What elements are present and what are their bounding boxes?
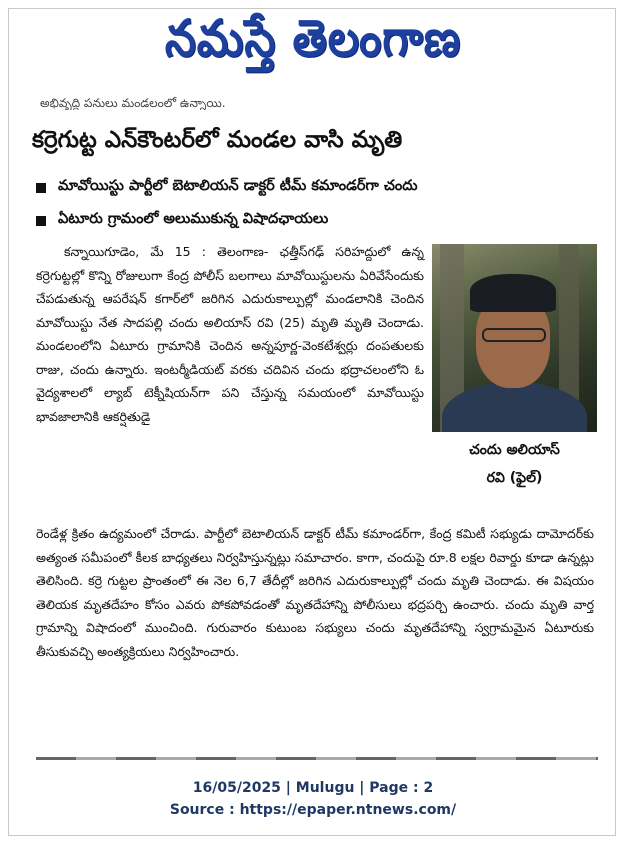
photo-caption-line-2: రవి (ఫైల్): [486, 470, 543, 486]
photo-box: [432, 244, 597, 496]
article-paragraph-1: కన్నాయిగూడెం, మే 15 : తెలంగాణ- ఛత్తీస్‌గఢ్ సరిహద్దులో ఉన్న కర్రెగుట్టల్లో కొన్ని రోజులుగా కేంద్ర పోలీస్ బలగాలు మావోయిస్టులను ఏరివేసేందుకు చేపడుతున్న ఆపరేషన్ కగార్‌లో జరిగిన ఎదురుకాల్పుల్లో మండలానికి చెందిన మావోయిస్టు నేత సాదపల్లి చందు అలియాస్ రవి (25) మృతి మృతి చెందాడు. మండలంలోని ఏటూరు గ్రామానికి చెందిన అన్నపూర్ణ-వెంకటేశ్వర్లు దంపతులకు రాజు, చందు ఉన్నారు. ఇంటర్మీడియట్ వరకు చదివిన చందు భద్రాచలంలోని ఓ వైద్యశాలలో ల్యాబ్ టెక్నీషియన్‌గా పని చేస్తున్న సమయంలో మావోయిస్టు భావజాలానికి ఆకర్షితుడై: [36, 244, 424, 424]
subhead-1: [36, 175, 596, 201]
footer-source: Source : https://epaper.ntnews.com/: [169, 802, 457, 818]
article-headline: కర్రెగుట్ట ఎన్‌కౌంటర్‌లో మండల వాసి మృతి: [32, 127, 403, 153]
subhead-2-text: ఏటూరు గ్రామంలో అలుముకున్న విషాదఛాయలు: [58, 211, 329, 227]
article-body-column-1: [36, 240, 424, 428]
photo-caption: [432, 432, 597, 492]
footer-date-edition: 16/05/2025 | Mulugu | Page : 2: [192, 780, 434, 796]
bottom-divider: [36, 757, 598, 760]
masthead: [0, 10, 626, 80]
square-bullet-icon: [36, 216, 46, 226]
portrait-photo: [432, 244, 597, 432]
newspaper-logo: నమస్తే తెలంగాణ: [164, 9, 462, 68]
clipped-previous-line: అభివృద్ధి పనులు మండలంలో ఉన్నాయి.: [40, 96, 226, 110]
square-bullet-icon: [36, 183, 46, 193]
photo-caption-line-1: చందు అలియాస్: [469, 442, 560, 458]
subhead-1-text: మావోయిస్టు పార్టీలో బెటాలియన్ డాక్టర్ టీమ్ కమాండర్‌గా చందు: [58, 178, 418, 194]
article-paragraph-2: రెండేళ్ల క్రితం ఉద్యమంలో చేరాడు. పార్టీలో బెటాలియన్ డాక్టర్ టీమ్ కమాండర్‌గా, కేంద్ర కమిటీ సభ్యుడు దామోదర్‌కు అత్యంత సమీపంలో కీలక బాధ్యతలు నిర్వహిస్తున్నట్లు సమాచారం. కాగా, చందుపై రూ.8 లక్షల రివార్డు కూడా ఉన్నట్లు తెలిసింది. కర్రె గుట్టల ప్రాంతంలో ఈ నెల 6,7 తేదీల్లో జరిగిన ఎదురుకాల్పుల్లో చందు మృతి చెందాడు. ఈ విషయం తెలియక మృతదేహం కోసం ఎవరు పోకపోవడంతో మృతదేహాన్ని పోలీసులు భద్రపర్చి ఉంచారు. చందు మృతి వార్త గ్రామాన్ని విషాదంలో ముంచింది. గురువారం కుటుంబ సభ్యులు చందు మృతదేహాన్ని స్వగ్రామమైన ఏటూరుకు తీసుకువచ్చి అంత్యక్రియలు నిర్వహించారు.: [36, 526, 594, 659]
subhead-2: [36, 208, 596, 234]
article-body-column-2: [36, 522, 594, 663]
